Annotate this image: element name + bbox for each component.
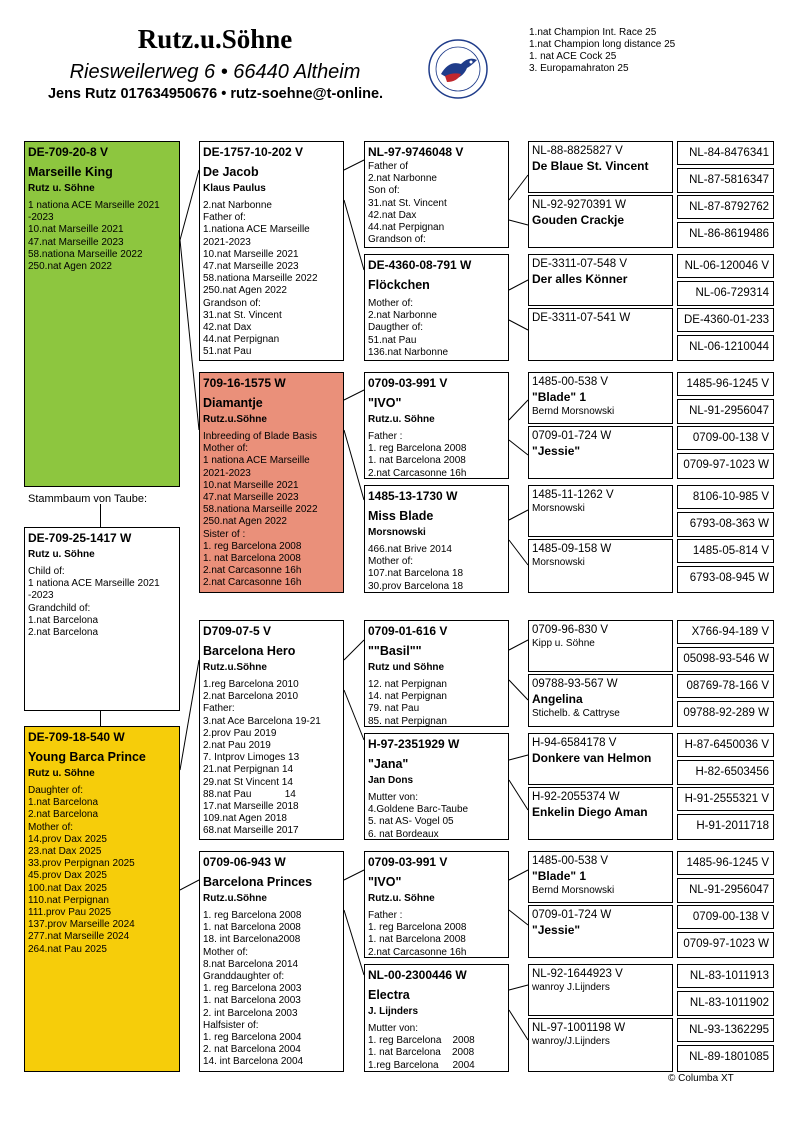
gen4-card[interactable] (528, 195, 673, 248)
gen5-card[interactable] (677, 814, 774, 840)
ring-number: DE-3311-07-541 W (532, 312, 631, 324)
ring-number: DE-4360-01-233 (683, 314, 769, 326)
pigeon-name: Miss Blade (368, 509, 434, 523)
gen4-card[interactable] (528, 254, 673, 306)
ring-number: 08769-78-166 V (686, 680, 769, 692)
ring-number: 0709-96-830 V (532, 624, 609, 636)
gen5-card[interactable] (677, 905, 774, 929)
mother-card[interactable] (24, 726, 180, 1072)
ring-number: 05098-93-546 W (683, 653, 769, 665)
breeder: Kipp u. Söhne (532, 638, 595, 649)
footer-credit: © Columba XT (668, 1073, 734, 1084)
gen4-card[interactable] (528, 674, 673, 727)
gen4-card[interactable] (528, 905, 673, 958)
breeder: Stichelb. & Cattryse (532, 708, 620, 719)
gen4-card[interactable] (528, 787, 673, 840)
pigeon-name: "Blade" 1 (532, 869, 587, 883)
performance-notes: 12. nat Perpignan 14. nat Perpignan 79. nat Pau 85. nat Perpignan (368, 679, 447, 727)
gen3-card[interactable] (364, 620, 509, 727)
gen3-card[interactable] (364, 372, 509, 479)
gen5-card[interactable] (677, 932, 774, 958)
gen4-card[interactable] (528, 308, 673, 361)
gen5-card[interactable] (677, 335, 774, 361)
gen5-card[interactable] (677, 701, 774, 727)
loft-contact: Jens Rutz 017634950676 • rutz-soehne@t-online. (47, 86, 384, 102)
ring-number: 0709-97-1023 W (683, 459, 769, 471)
grandsire-maternal-card[interactable] (199, 620, 344, 840)
gen4-card[interactable] (528, 372, 673, 424)
gen5-card[interactable] (677, 254, 774, 278)
pigeon-name: "Jessie" (532, 444, 581, 458)
ring-number: NL-06-729314 (695, 287, 769, 299)
gen3-card[interactable] (364, 964, 509, 1072)
ring-number: 1485-00-538 V (532, 376, 609, 388)
ring-number: 8106-10-985 V (692, 491, 769, 503)
breeder: Rutz u. Söhne (28, 768, 95, 779)
title-line: 1.nat Champion long distance 25 (529, 39, 676, 50)
pigeon-name: Young Barca Prince (28, 750, 146, 764)
grandsire-paternal-card[interactable] (199, 141, 344, 361)
breeder: Rutz.u.Söhne (203, 414, 267, 425)
ring-number: NL-06-1210044 (689, 341, 769, 353)
breeder: Rutz.u. Söhne (368, 414, 435, 425)
ring-number: DE-3311-07-548 V (532, 258, 628, 270)
breeder: J. Lijnders (368, 1006, 419, 1017)
gen5-card[interactable] (677, 674, 774, 698)
breeder: Rutz.u.Söhne (203, 893, 267, 904)
father-card[interactable] (24, 141, 180, 487)
gen5-card[interactable] (677, 878, 774, 903)
performance-notes: 466.nat Brive 2014 Mother of: 107.nat Barcelona 18 30.prov Barcelona 18 (368, 544, 464, 592)
ring-number: NL-93-1362295 (689, 1024, 769, 1036)
pigeon-name: Gouden Crackje (532, 213, 625, 227)
breeder: wanroy J.Lijnders (532, 982, 610, 993)
ring-number: 709-16-1575 W (203, 376, 286, 390)
gen5-card[interactable] (677, 426, 774, 450)
pigeon-name: Der alles Könner (532, 272, 628, 286)
gen5-card[interactable] (677, 168, 774, 193)
ring-number: NL-86-8619486 (689, 228, 769, 240)
ring-number: NL-88-8825827 V (532, 145, 623, 157)
gen5-card[interactable] (677, 308, 774, 332)
gen5-card[interactable] (677, 512, 774, 537)
ring-number: H-91-2011718 (696, 820, 769, 832)
pigeon-name: Marseille King (28, 165, 113, 179)
gen5-card[interactable] (677, 787, 774, 811)
pigeon-name: Donkere van Helmon (532, 751, 652, 765)
title-line: 1. nat ACE Cock 25 (529, 51, 617, 62)
ring-number: NL-83-1011913 (689, 970, 769, 982)
pigeon-name: Flöckchen (368, 278, 430, 292)
breeder: wanroy/J.Lijnders (532, 1036, 610, 1047)
breeder: Morsnowski (532, 557, 585, 568)
gen5-card[interactable] (677, 1018, 774, 1042)
gen3-card[interactable] (364, 485, 509, 593)
gen5-card[interactable] (677, 281, 774, 306)
ring-number: NL-83-1011902 (689, 997, 769, 1009)
pigeon-name: Barcelona Hero (203, 644, 296, 658)
ring-number: H-91-2555321 V (684, 793, 769, 805)
breeder: Morsnowski (532, 503, 585, 514)
ring-number: 0709-01-724 W (532, 430, 612, 442)
ring-number: NL-00-2300446 W (368, 968, 467, 982)
gen5-card[interactable] (677, 453, 774, 479)
ring-number: DE-709-18-540 W (28, 730, 125, 744)
gen4-card[interactable] (528, 485, 673, 537)
ring-number: 6793-08-363 W (689, 518, 769, 530)
pigeon-name: "Jana" (368, 757, 409, 771)
pigeon-name: Diamantje (203, 396, 263, 410)
performance-notes: Inbreeding of Blade Basis Mother of: 1 nationa ACE Marseille 2021-2023 10.nat Marseille 2021 47.nat Marseille 2023 58.nationa Marseille 2022 250.nat Agen 2022 Sister of : 1. reg Barcelona 2008 1. nat Barcelona 2008 2.nat Carcasonne 16h 2.nat Carcasonne 16h (203, 431, 318, 589)
ring-number: NL-06-120046 V (684, 260, 769, 272)
ring-number: 09788-93-567 W (532, 678, 618, 690)
gen5-card[interactable] (677, 1045, 774, 1072)
ring-number: DE-709-25-1417 W (28, 531, 132, 545)
gen3-card[interactable] (364, 254, 509, 361)
breeder: Rutz.u. Söhne (368, 893, 435, 904)
gen5-card[interactable] (677, 760, 774, 785)
ring-number: 0709-03-991 V (368, 855, 448, 869)
ring-number: DE-4360-08-791 W (368, 258, 472, 272)
ring-number: 1485-11-1262 V (532, 489, 614, 501)
gen4-card[interactable] (528, 141, 673, 193)
pigeon-name: De Jacob (203, 165, 259, 179)
performance-notes: 2.nat Narbonne Father of: 1.nationa ACE Marseille 2021-2023 10.nat Marseille 2021 47.nat Marseille 2023 58.nationa Marseille 2022 250.nat Agen 2022 Grandson of: 31.nat St. Vincent 42.nat Dax 44.nat Perpignan 51.nat Pau (203, 200, 318, 358)
ring-number: NL-91-2956047 (689, 884, 769, 896)
performance-notes: Father of 2.nat Narbonne Son of: 31.nat St. Vincent 42.nat Dax 44.nat Perpignan Grandson of: (368, 161, 447, 246)
performance-notes: Daughter of: 1.nat Barcelona 2.nat Barcelona Mother of: 14.prov Dax 2025 23.nat Dax 2025 33.prov Perpignan 2025 45.prov Dax 2025 100.nat Dax 2025 110.nat Perpignan 111.prov Pau 2025 137.prov Marseille 2024 277.nat Marseille 2024 264.nat Pau 2025 (28, 785, 135, 955)
pigeon-name: Angelina (532, 692, 583, 706)
breeder: Jan Dons (368, 775, 414, 786)
breeder: Rutz u. Söhne (28, 183, 95, 194)
pigeon-name: "Jessie" (532, 923, 581, 937)
gen5-card[interactable] (677, 372, 774, 396)
loft-address: Riesweilerweg 6 • 66440 Altheim (69, 61, 361, 83)
performance-notes: Mutter von: 1. reg Barcelona 2008 1. nat Barcelona 2008 1.reg Barcelona 2004 (368, 1023, 475, 1071)
ring-number: 0709-97-1023 W (683, 938, 769, 950)
ring-number: H-82-6503456 (695, 766, 769, 778)
title-line: 3. Europamahraton 25 (529, 63, 629, 74)
gen4-card[interactable] (528, 620, 673, 672)
pigeon-name: "Blade" 1 (532, 390, 587, 404)
pigeon-name: ""Basil"" (368, 644, 422, 658)
gen5-card[interactable] (677, 733, 774, 757)
ring-number: NL-84-8476341 (689, 147, 769, 159)
ring-number: 0709-01-724 W (532, 909, 612, 921)
loft-title: Rutz.u.Söhne (137, 24, 293, 54)
ring-number: NL-87-8792762 (689, 201, 769, 213)
ring-number: 1485-05-814 V (692, 545, 769, 557)
ring-number: 1485-96-1245 V (686, 857, 769, 869)
ring-number: H-92-2055374 W (532, 791, 620, 803)
breeder: Morsnowski (368, 527, 426, 538)
pigeon-name: De Blaue St. Vincent (532, 159, 649, 173)
gen5-card[interactable] (677, 485, 774, 509)
gen5-card[interactable] (677, 141, 774, 165)
ring-number: 1485-96-1245 V (686, 378, 769, 390)
ring-number: H-94-6584178 V (532, 737, 617, 749)
breeder: Rutz und Söhne (368, 662, 445, 673)
gen4-card[interactable] (528, 733, 673, 785)
ring-number: NL-97-9746048 V (368, 145, 464, 159)
gen5-card[interactable] (677, 195, 774, 219)
performance-notes: Father : 1. reg Barcelona 2008 1. nat Barcelona 2008 2.nat Carcasonne 16h (368, 431, 467, 479)
pigeon-name: Barcelona Princes (203, 875, 313, 889)
ring-number: DE-709-20-8 V (28, 145, 109, 159)
breeder: Bernd Morsnowski (532, 406, 615, 417)
performance-notes: Child of: 1 nationa ACE Marseille 2021 -2023 Grandchild of: 1.nat Barcelona 2.nat Barcelona (28, 566, 160, 639)
pigeon-name: Electra (368, 988, 410, 1002)
gen4-card[interactable] (528, 539, 673, 593)
ring-number: 1485-13-1730 W (368, 489, 458, 503)
ring-number: NL-91-2956047 (689, 405, 769, 417)
ring-number: NL-87-5816347 (689, 174, 769, 186)
breeder: Klaus Paulus (203, 183, 266, 194)
ring-number: D709-07-5 V (203, 624, 272, 638)
granddam-paternal-card[interactable] (199, 372, 344, 593)
performance-notes: Father : 1. reg Barcelona 2008 1. nat Barcelona 2008 2.nat Carcasonne 16h (368, 910, 467, 958)
gen5-card[interactable] (677, 399, 774, 424)
gen4-card[interactable] (528, 426, 673, 479)
ring-number: NL-92-9270391 W (532, 199, 626, 211)
ring-number: H-97-2351929 W (368, 737, 460, 751)
pigeon-name: Enkelin Diego Aman (532, 805, 648, 819)
ring-number: 1485-09-158 W (532, 543, 612, 555)
ring-number: 0709-06-943 W (203, 855, 286, 869)
breeder: Rutz u. Söhne (28, 549, 95, 560)
gen5-card[interactable] (677, 964, 774, 988)
ring-number: X766-94-189 V (691, 626, 769, 638)
gen4-card[interactable] (528, 1018, 673, 1072)
gen5-card[interactable] (677, 222, 774, 248)
ring-number: 09788-92-289 W (683, 707, 769, 719)
performance-notes: Mother of: 2.nat Narbonne Daugther of: 51.nat Pau 136.nat Narbonne (368, 298, 449, 358)
ring-number: DE-1757-10-202 V (203, 145, 304, 159)
gen5-card[interactable] (677, 851, 774, 875)
ring-number: H-87-6450036 V (684, 739, 769, 751)
gen5-card[interactable] (677, 539, 774, 563)
gen5-card[interactable] (677, 647, 774, 672)
granddam-maternal-card[interactable] (199, 851, 344, 1072)
gen5-card[interactable] (677, 620, 774, 644)
subject-card[interactable] (24, 527, 180, 711)
breeder: Rutz.u.Söhne (203, 662, 267, 673)
pigeon-name: "IVO" (368, 396, 402, 410)
gen5-card[interactable] (677, 991, 774, 1016)
ring-number: NL-92-1644923 V (532, 968, 623, 980)
gen3-card[interactable] (364, 733, 509, 840)
ring-number: 1485-00-538 V (532, 855, 609, 867)
ring-number: 0709-00-138 V (692, 432, 769, 444)
gen3-card[interactable] (364, 851, 509, 958)
performance-notes: 1. reg Barcelona 2008 1. nat Barcelona 2008 18. int Barcelona2008 Mother of: 8.nat Barcelona 2014 Granddaughter of: 1. reg Barcelona 2003 1. nat Barcelona 2003 2. int Barcelona 2003 Halfsister of: 1. reg Barcelona 2004 2. nat Barcelona 2004 14. int Barcelona 2004 (203, 910, 304, 1068)
performance-notes: 1 nationa ACE Marseille 2021 -2023 10.nat Marseille 2021 47.nat Marseille 2023 58.nationa Marseille 2022 250.nat Agen 2022 (28, 200, 160, 273)
gen4-card[interactable] (528, 851, 673, 903)
gen4-card[interactable] (528, 964, 673, 1016)
title-line: 1.nat Champion Int. Race 25 (529, 27, 657, 38)
breeder: Bernd Morsnowski (532, 885, 615, 896)
ring-number: 0709-03-991 V (368, 376, 448, 390)
performance-notes: 1.reg Barcelona 2010 2.nat Barcelona 2010 Father: 3.nat Ace Barcelona 19-21 2.prov Pau 2019 2.nat Pau 2019 7. Intprov Limoges 13 21.nat Perpignan 14 29.nat St Vincent 14 88.nat Pau 14 17.nat Marseille 2018 109.nat Agen 2018 68.nat Marseille 2017 (203, 679, 321, 837)
ring-number: 6793-08-945 W (689, 572, 769, 584)
ring-number: NL-97-1001198 W (532, 1022, 626, 1034)
ring-number: 0709-01-616 V (368, 624, 448, 638)
ring-number: NL-89-1801085 (689, 1051, 769, 1063)
pigeon-name: "IVO" (368, 875, 402, 889)
stammbaum-label: Stammbaum von Taube: (28, 493, 148, 505)
ring-number: 0709-00-138 V (692, 911, 769, 923)
gen5-card[interactable] (677, 566, 774, 593)
performance-notes: Mutter von: 4.Goldene Barc-Taube 5. nat AS- Vogel 05 6. nat Bordeaux (368, 792, 469, 840)
gen3-card[interactable] (364, 141, 509, 248)
